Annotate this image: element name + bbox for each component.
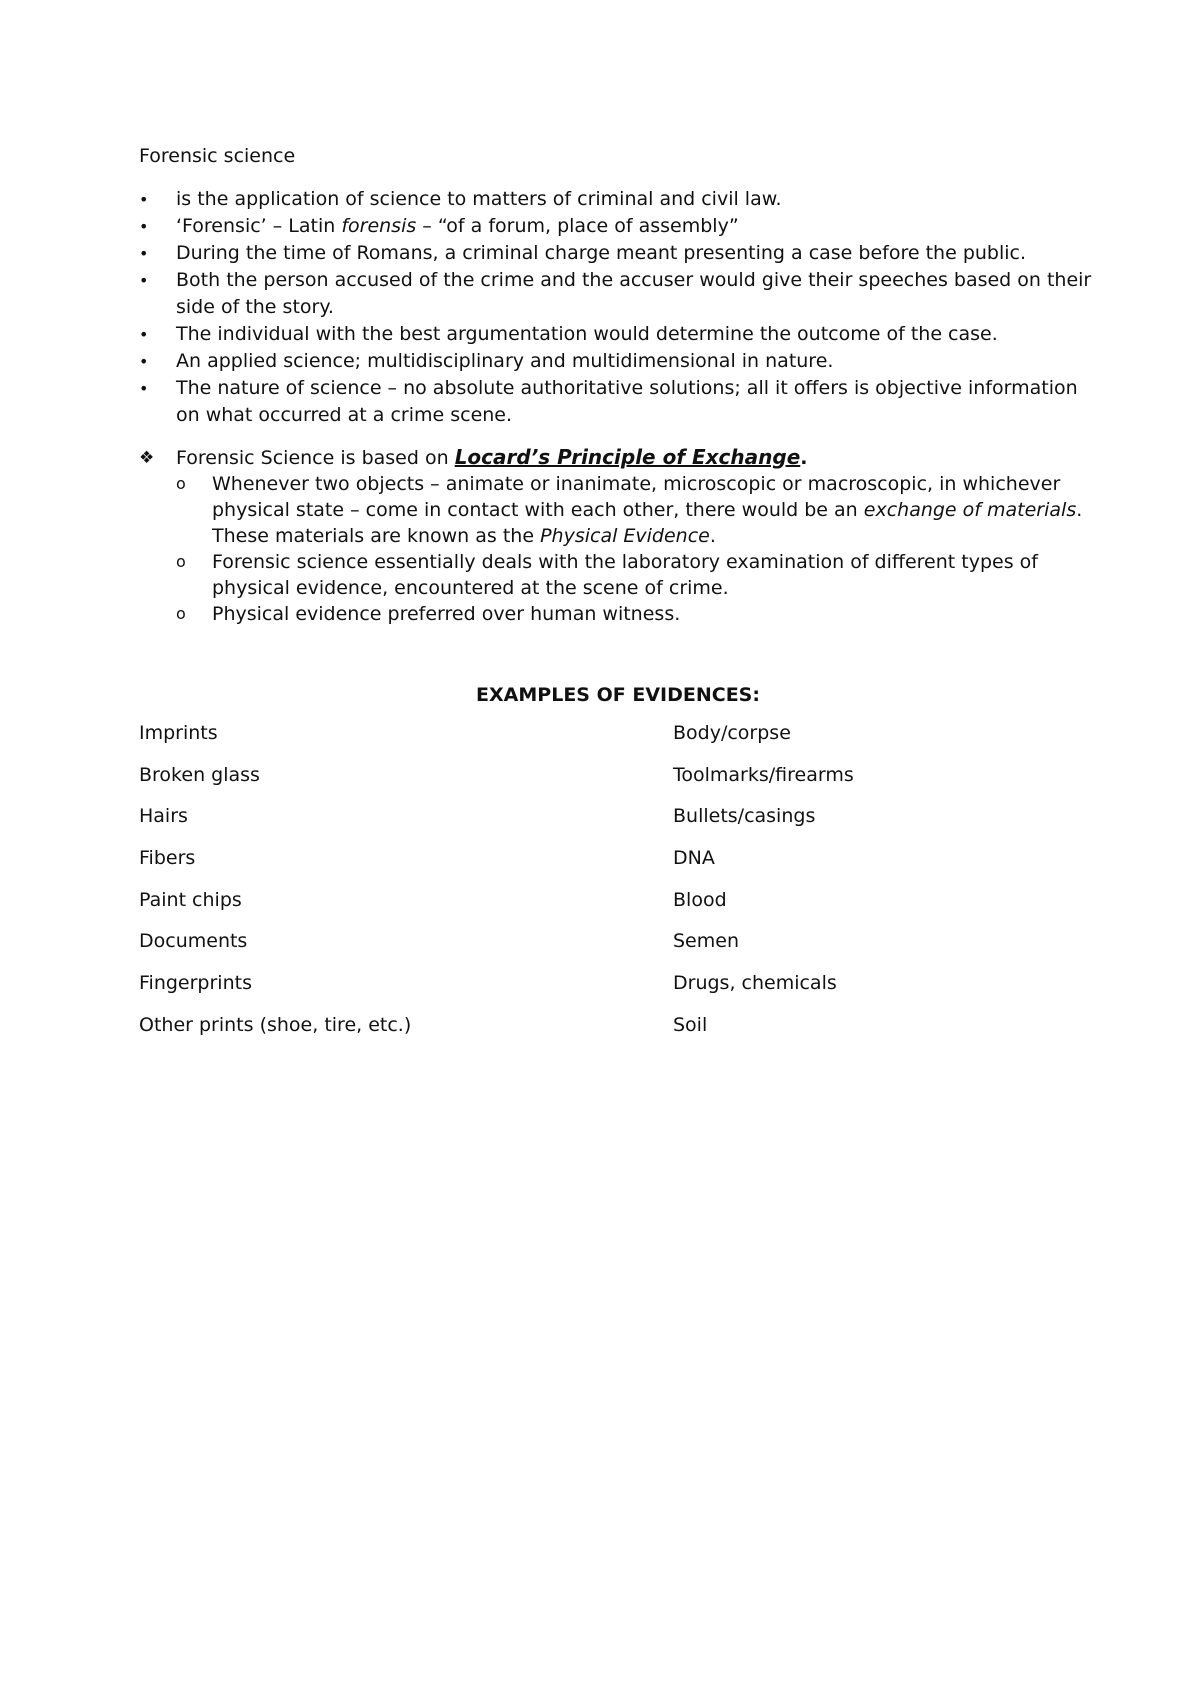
table-row [139, 845, 1039, 887]
bullet-icon: • [139, 379, 149, 398]
example-left: Fingerprints [139, 972, 252, 995]
locard-principle-emphasis: Locard’s Principle of Exchange [454, 445, 801, 469]
example-left: Documents [139, 930, 248, 953]
locard-section [139, 444, 1099, 627]
list-item: • ‘Forensic’ – Latin forensis – “of a forum, place of assembly” [139, 213, 1099, 240]
example-right: DNA [673, 847, 715, 870]
example-right: Body/corpse [673, 722, 791, 744]
list-item: • An applied science; multidisciplinary and multidimensional in nature. [139, 348, 1099, 375]
diamond-bullet-icon: ❖ [139, 448, 155, 468]
list-item: o Whenever two objects – animate or inanimate, microscopic or macroscopic, in whichever physical state – come in contact with each other, there would be an exchange of materials. These materials are known as the Physical Evidence. [176, 473, 1083, 547]
list-item: • During the time of Romans, a criminal charge meant presenting a case before the public. [139, 240, 1099, 267]
table-row [139, 887, 1039, 929]
example-left: Broken glass [139, 763, 260, 786]
table-row [139, 803, 1039, 845]
examples-heading: EXAMPLES OF EVIDENCES: [476, 684, 760, 706]
example-right: Drugs, chemicals [673, 972, 837, 995]
table-row [139, 1012, 1039, 1054]
intro-bullet-list [139, 186, 1099, 429]
example-left: Paint chips [139, 888, 242, 911]
example-right: Blood [673, 888, 727, 911]
locard-sub-list [139, 471, 1099, 627]
examples-table [139, 720, 1039, 1054]
example-left: Hairs [139, 805, 188, 828]
list-item: • is the application of science to matters of criminal and civil law. [139, 186, 1099, 213]
example-left: Fibers [139, 847, 196, 870]
bullet-icon: • [139, 217, 149, 236]
table-row [139, 970, 1039, 1012]
list-item: o Physical evidence preferred over human witness. [176, 603, 681, 625]
circle-bullet-icon: o [176, 552, 186, 571]
example-right: Bullets/casings [673, 805, 816, 828]
example-right: Soil [673, 1013, 708, 1036]
document-title: Forensic science [139, 145, 296, 167]
bullet-icon: • [139, 244, 149, 263]
example-left: Other prints (shoe, tire, etc.) [139, 1013, 412, 1036]
bullet-icon: • [139, 352, 149, 371]
table-row [139, 762, 1039, 804]
table-row [139, 928, 1039, 970]
table-row [139, 720, 1039, 762]
example-left: Imprints [139, 722, 218, 744]
example-right: Toolmarks/firearms [673, 763, 854, 786]
circle-bullet-icon: o [176, 474, 186, 493]
bullet-icon: • [139, 190, 149, 209]
list-item: o Forensic science essentially deals with the laboratory examination of different types of physical evidence, encountered at the scene of crime. [176, 551, 1038, 599]
list-item: • The individual with the best argumentation would determine the outcome of the case. [139, 321, 1099, 348]
list-item: • The nature of science – no absolute authoritative solutions; all it offers is objective information on what occurred at a crime scene. [139, 377, 1078, 426]
locard-heading: ❖ Forensic Science is based on Locard’s Principle of Exchange. [139, 445, 808, 469]
circle-bullet-icon: o [176, 604, 186, 623]
list-item: • Both the person accused of the crime and the accuser would give their speeches based on their side of the story. [139, 269, 1092, 318]
bullet-icon: • [139, 325, 149, 344]
example-right: Semen [673, 930, 739, 953]
bullet-icon: • [139, 271, 149, 290]
